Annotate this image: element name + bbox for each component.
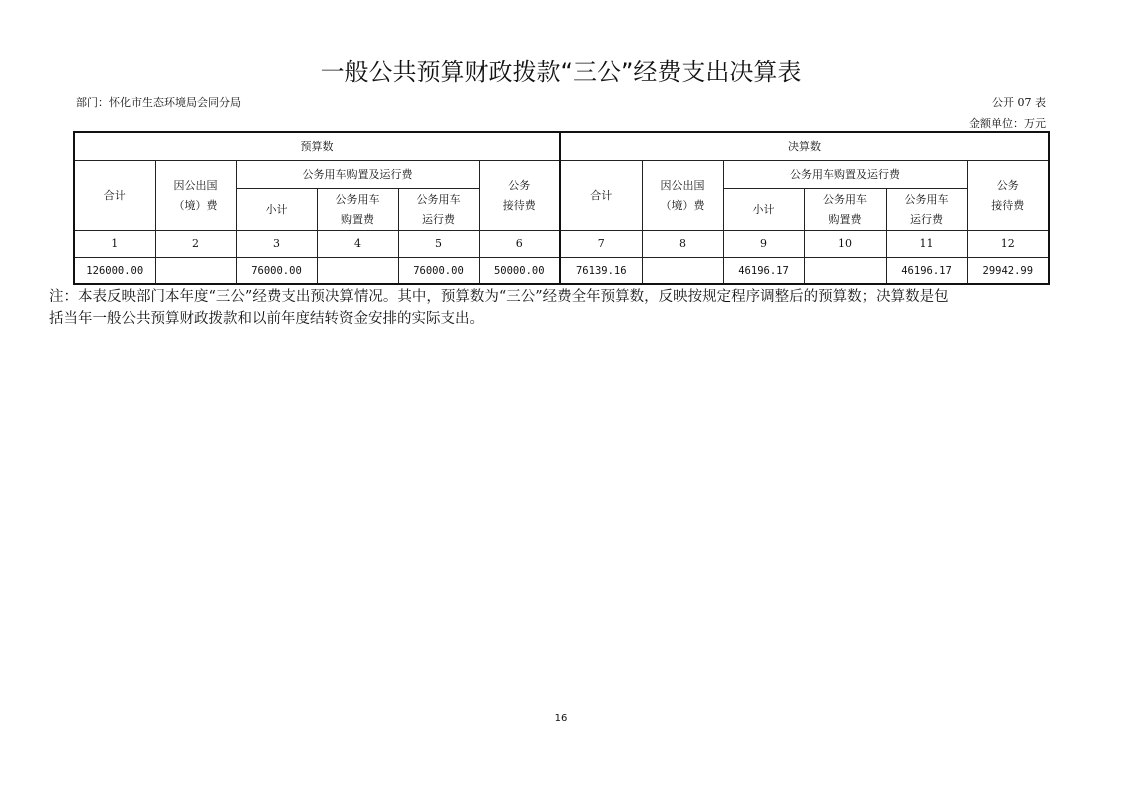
- budget-total-value: 126000.00: [74, 258, 155, 285]
- table-note: [49, 286, 1079, 330]
- budget-vehicle-purchase-value: [317, 258, 398, 285]
- page-number: 16: [554, 713, 568, 724]
- final-vehicle-group-header: 公务用车购置及运行费: [723, 161, 967, 189]
- column-number: 5: [398, 231, 479, 258]
- final-vehicle-subtotal-value: 46196.17: [723, 258, 804, 285]
- column-header-row: [74, 161, 1049, 189]
- column-number: 12: [967, 231, 1049, 258]
- form-number: 公开 07 表: [992, 96, 1046, 109]
- note-line: 注：本表反映部门本年度“三公”经费支出预决算情况。其中，预算数为“三公”经费全年预算数，反映按规定程序调整后的预算数；决算数是包: [49, 289, 949, 305]
- budget-header: 预算数: [74, 132, 560, 161]
- budget-reception-value: 50000.00: [479, 258, 560, 285]
- final-purchase-header: 公务用车 购置费: [804, 189, 886, 231]
- column-number-row: [74, 231, 1049, 258]
- final-total-value: 76139.16: [560, 258, 642, 285]
- budget-total-header: 合计: [74, 161, 155, 231]
- column-number: 8: [642, 231, 723, 258]
- column-number: 1: [74, 231, 155, 258]
- column-number: 9: [723, 231, 804, 258]
- budget-abroad-value: [155, 258, 236, 285]
- value-row: [74, 258, 1049, 285]
- final-total-header: 合计: [560, 161, 642, 231]
- amount-unit: 金额单位：万元: [969, 117, 1046, 130]
- column-number: 11: [886, 231, 967, 258]
- note-line: 括当年一般公共预算财政拨款和以前年度结转资金安排的实际支出。: [49, 311, 484, 327]
- document-title: 一般公共预算财政拨款“三公”经费支出决算表: [320, 58, 802, 86]
- budget-purchase-header: 公务用车 购置费: [317, 189, 398, 231]
- final-operation-header: 公务用车 运行费: [886, 189, 967, 231]
- column-number: 10: [804, 231, 886, 258]
- final-abroad-value: [642, 258, 723, 285]
- column-number: 6: [479, 231, 560, 258]
- final-reception-value: 29942.99: [967, 258, 1049, 285]
- budget-subtotal-header: 小计: [236, 189, 317, 231]
- column-number: 7: [560, 231, 642, 258]
- three-public-expenditure-table: [73, 131, 1050, 285]
- budget-vehicle-subtotal-value: 76000.00: [236, 258, 317, 285]
- final-header: 决算数: [560, 132, 1049, 161]
- final-vehicle-operation-value: 46196.17: [886, 258, 967, 285]
- budget-vehicle-group-header: 公务用车购置及运行费: [236, 161, 479, 189]
- final-reception-header: 公务 接待费: [967, 161, 1049, 231]
- budget-abroad-header: 因公出国 （境）费: [155, 161, 236, 231]
- column-number: 3: [236, 231, 317, 258]
- column-number: 2: [155, 231, 236, 258]
- budget-vehicle-operation-value: 76000.00: [398, 258, 479, 285]
- budget-reception-header: 公务 接待费: [479, 161, 560, 231]
- budget-operation-header: 公务用车 运行费: [398, 189, 479, 231]
- column-number: 4: [317, 231, 398, 258]
- final-abroad-header: 因公出国 （境）费: [642, 161, 723, 231]
- final-vehicle-purchase-value: [804, 258, 886, 285]
- department-label: 部门：怀化市生态环境局会同分局: [76, 96, 241, 109]
- final-subtotal-header: 小计: [723, 189, 804, 231]
- group-header-row: [74, 132, 1049, 161]
